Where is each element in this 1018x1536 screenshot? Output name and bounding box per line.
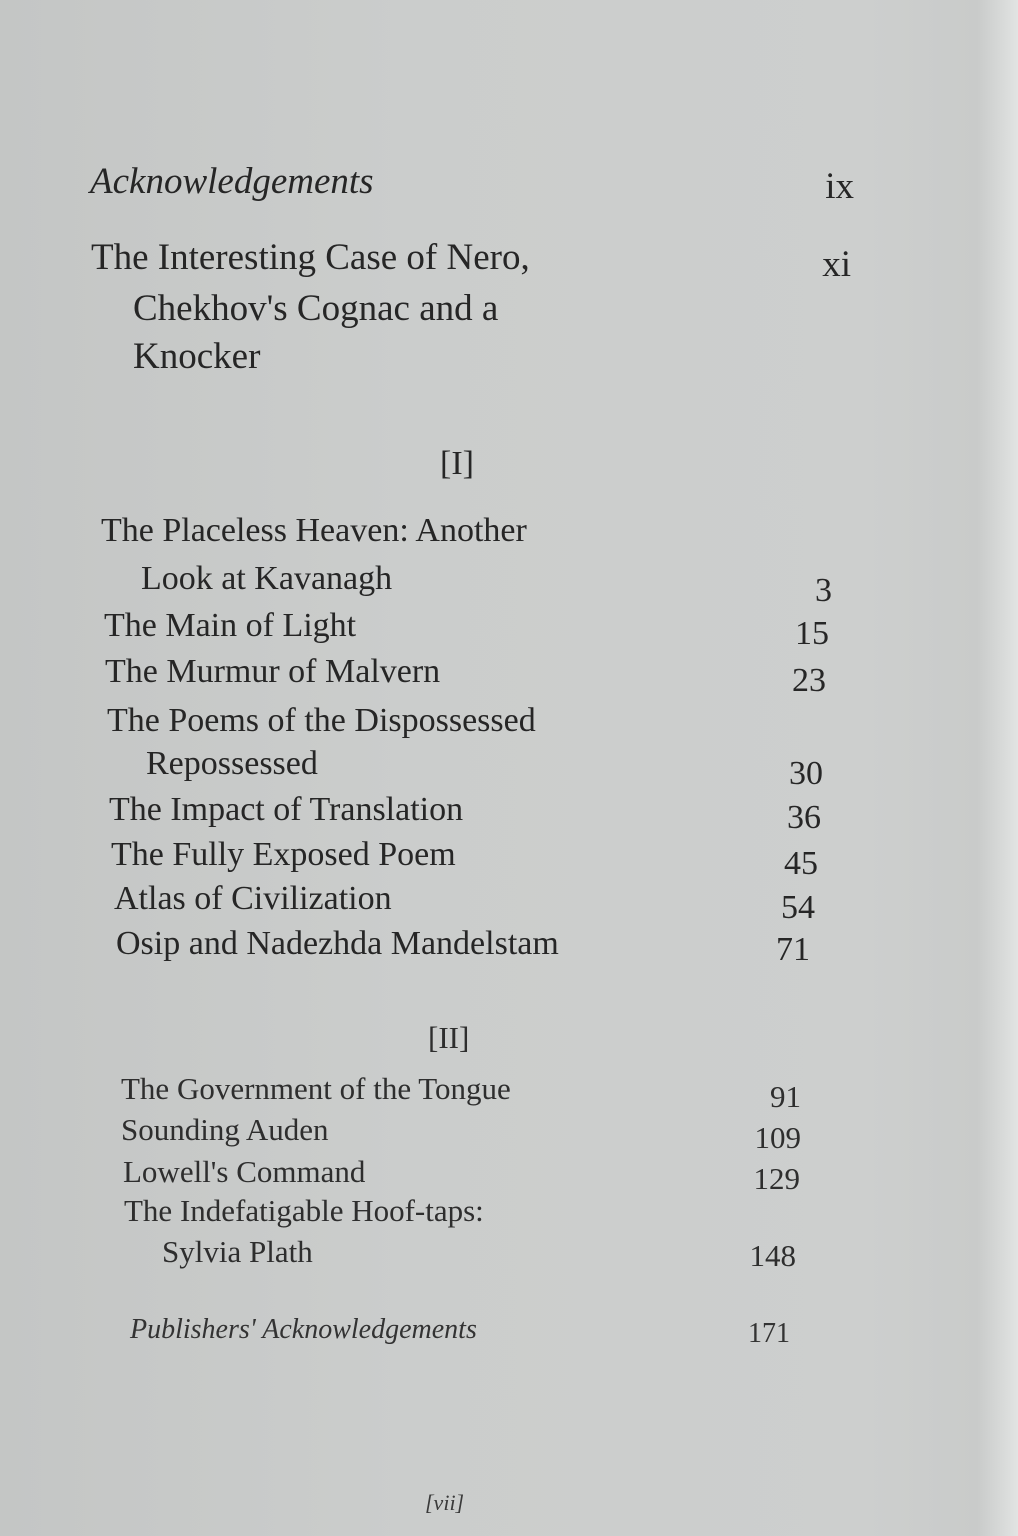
entry-page-number: 109 — [754, 1120, 801, 1155]
entry-title: Publishers' Acknowledgements — [130, 1314, 477, 1345]
entry-page-number: 36 — [787, 799, 821, 836]
entry-title: The Fully Exposed Poem — [111, 836, 456, 873]
section-heading-i — [440, 447, 474, 481]
entry-title-line: The Poems of the Dispossessed — [107, 702, 536, 739]
entry-page-number: 15 — [795, 615, 829, 652]
entry-title-line: Sylvia Plath — [162, 1234, 313, 1269]
entry-title: The Main of Light — [104, 607, 357, 644]
entry-page-number: 91 — [770, 1079, 801, 1114]
entry-title: The Impact of Translation — [109, 791, 464, 828]
entry-page-number: 171 — [748, 1318, 790, 1349]
entry-page-number: 54 — [781, 889, 815, 926]
entry-page-number: 30 — [789, 755, 823, 792]
entry-title-line: The Placeless Heaven: Another — [101, 512, 527, 549]
section-heading-text: [I] — [440, 445, 474, 482]
entry-title: The Murmur of Malvern — [105, 653, 441, 690]
entry-title-line: Look at Kavanagh — [141, 560, 393, 597]
entry-title-line: Repossessed — [146, 745, 318, 782]
entry-title-line: The Indefatigable Hoof-taps: — [124, 1193, 484, 1228]
entry-page-number: 23 — [792, 662, 826, 699]
entry-page-number: 129 — [753, 1161, 800, 1196]
page-folio: [vii] — [425, 1490, 465, 1515]
entry-page-number: 71 — [776, 931, 810, 968]
entry-title: The Government of the Tongue — [121, 1071, 511, 1106]
entry-page-number: xi — [822, 244, 851, 285]
entry-title-line: Knocker — [133, 336, 261, 377]
entry-title: Osip and Nadezhda Mandelstam — [116, 925, 559, 962]
entry-title-line: The Interesting Case of Nero, — [91, 237, 530, 278]
entry-title: Sounding Auden — [121, 1112, 329, 1147]
section-heading-ii — [428, 1022, 469, 1053]
entry-page-number: 45 — [784, 845, 818, 882]
entry-title: Lowell's Command — [123, 1154, 366, 1189]
entry-page-number: ix — [825, 166, 854, 207]
entry-page-number: 148 — [749, 1238, 796, 1273]
entry-title: Acknowledgements — [90, 161, 374, 202]
entry-title-line: Chekhov's Cognac and a — [133, 288, 499, 329]
entry-title: Atlas of Civilization — [114, 880, 392, 917]
entry-page-number: 3 — [815, 572, 832, 609]
section-heading-text: [II] — [428, 1020, 470, 1055]
